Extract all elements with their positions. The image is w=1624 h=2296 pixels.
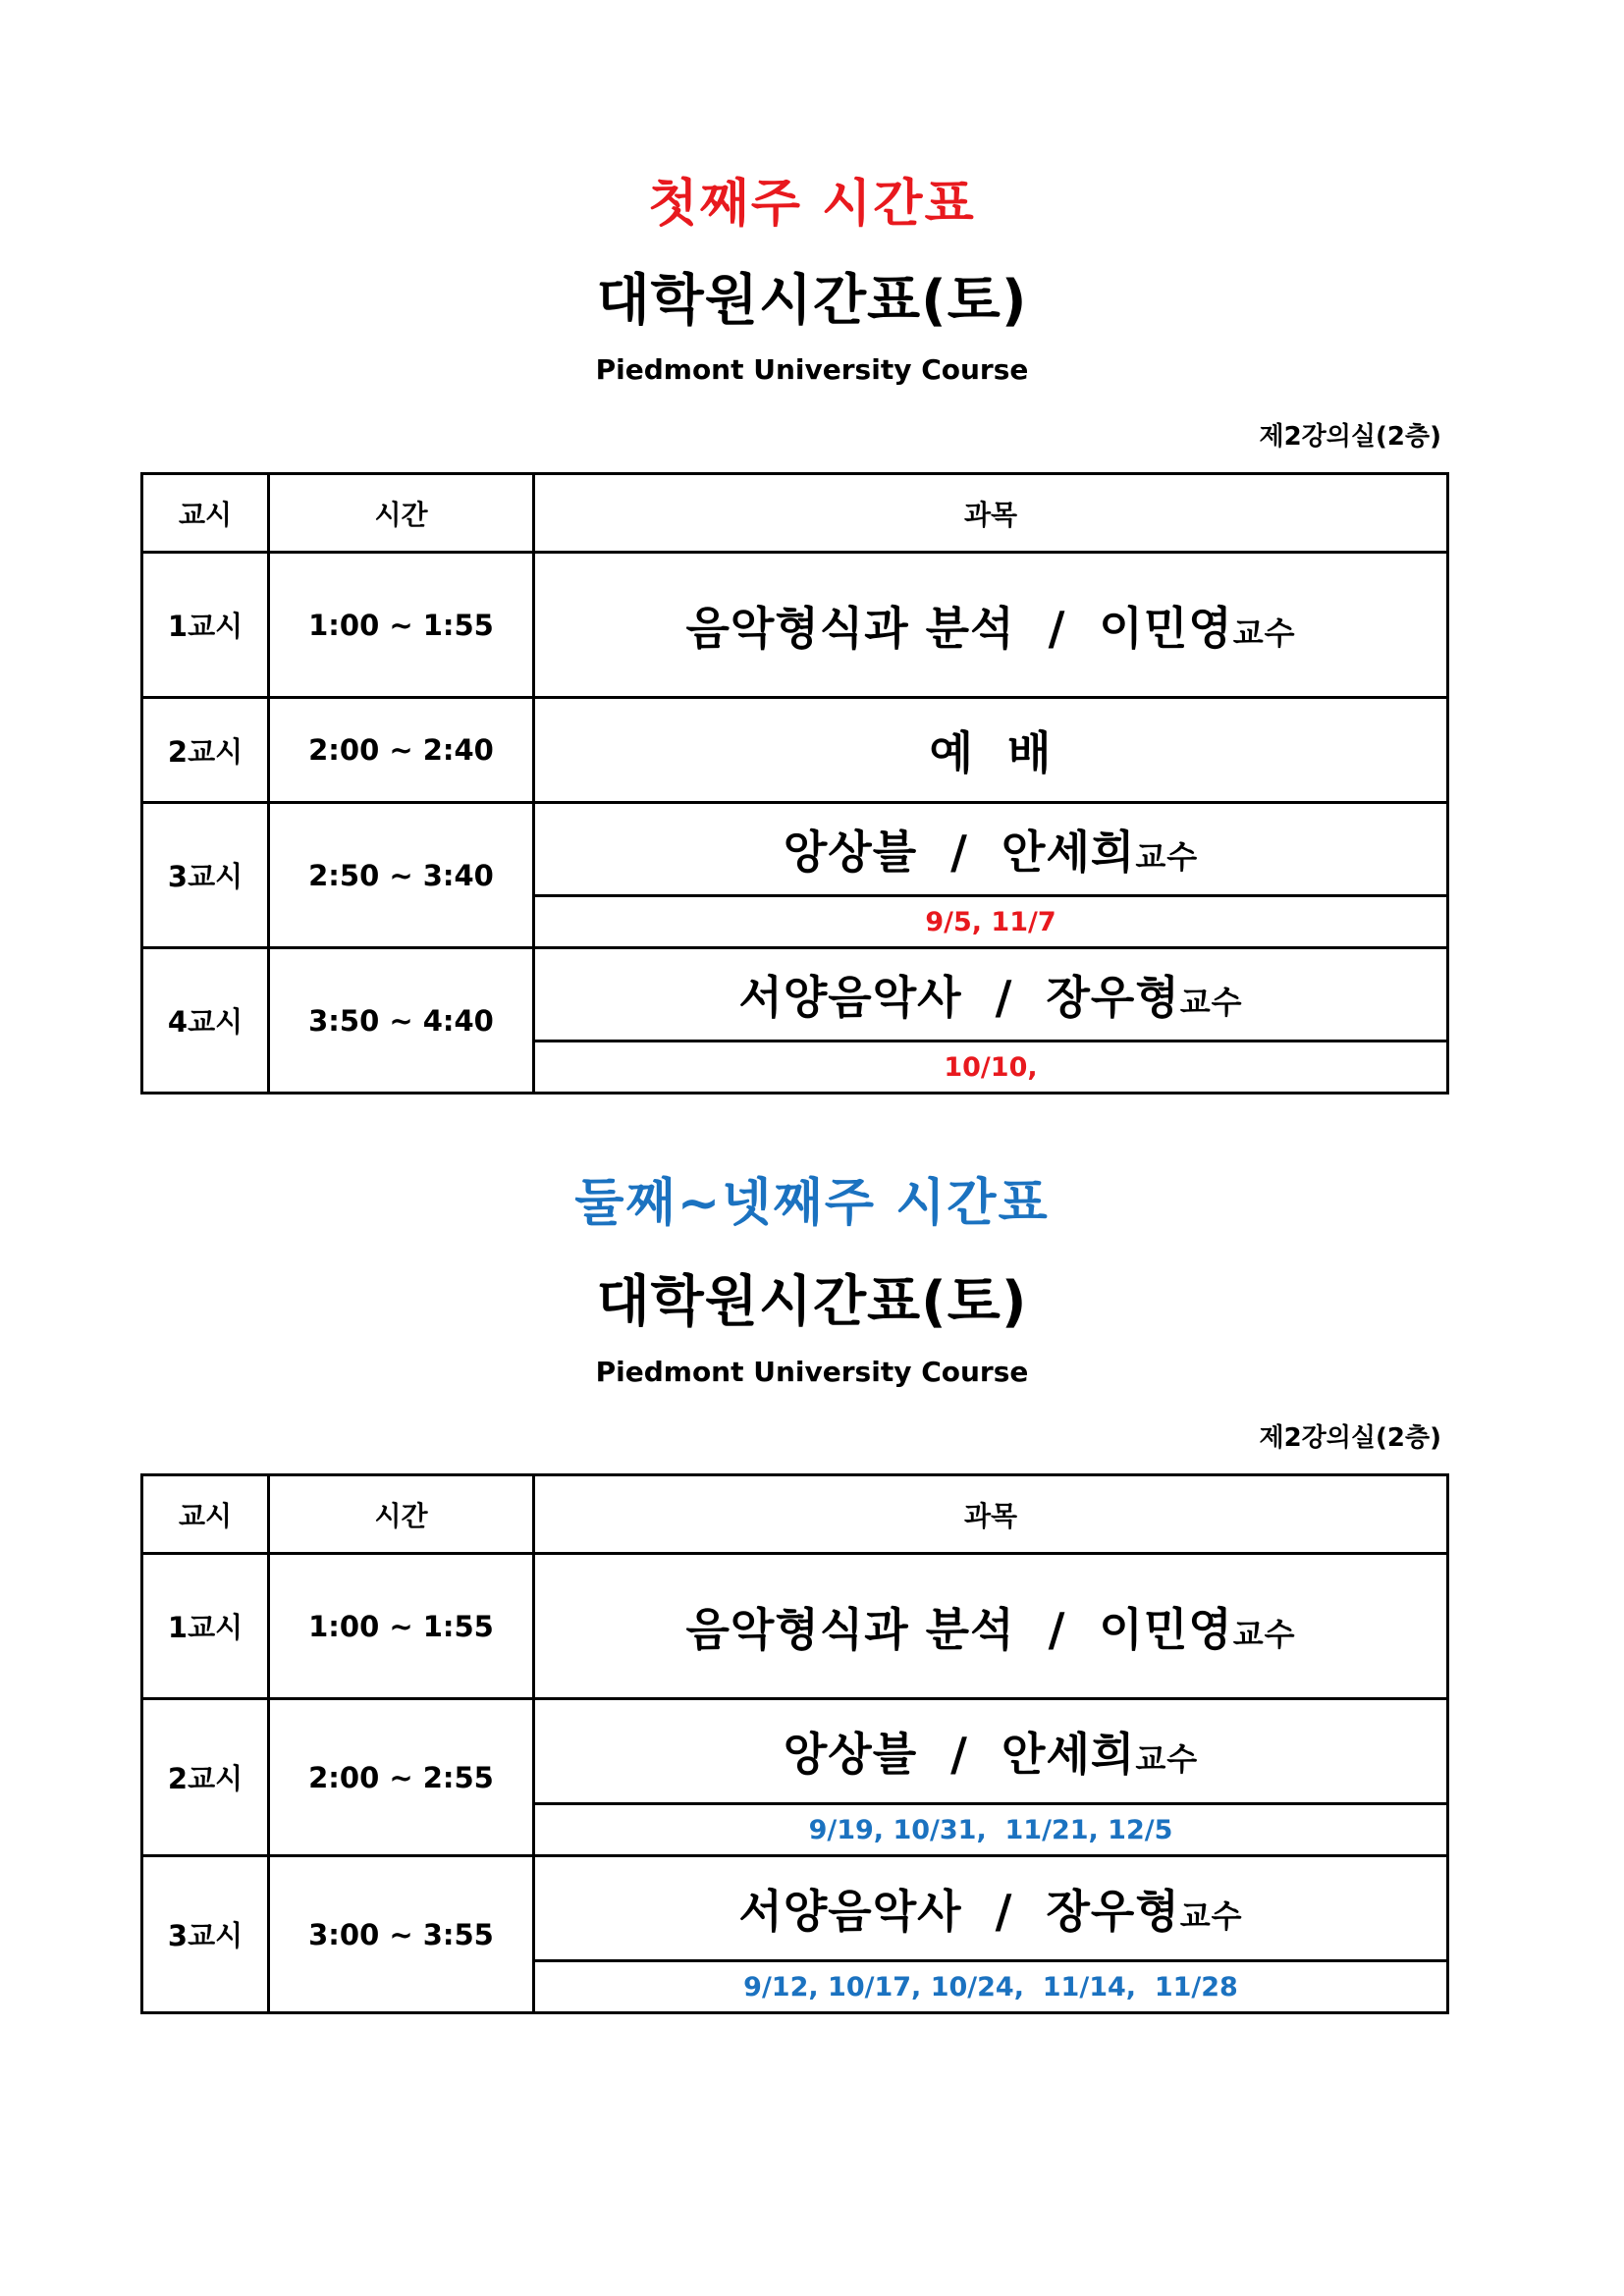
week2-4-main-title: 대학원시간표(토) (596, 1270, 1028, 1334)
week2-4-timetable (140, 1473, 1449, 2014)
week1-room: 제2강의실(2층) (1259, 422, 1441, 452)
header-row (142, 474, 1448, 553)
week1-subtitle: Piedmont University Course (595, 353, 1029, 386)
period-cell: 4교시 (142, 948, 269, 1094)
time-cell: 3:50 ~ 4:40 (269, 948, 534, 1094)
table-row (142, 803, 1448, 896)
time-cell: 1:00 ~ 1:55 (269, 553, 534, 698)
period-cell: 3교시 (142, 1856, 269, 2013)
subject-text: 음악형식과 분석 / 이민영 (685, 601, 1233, 655)
table-row (142, 1554, 1448, 1699)
time-cell: 2:50 ~ 3:40 (269, 803, 534, 948)
period-cell: 1교시 (142, 553, 269, 698)
subject-text: 예 배 (929, 726, 1053, 779)
subject-cell (534, 1856, 1448, 1961)
period-cell: 3교시 (142, 803, 269, 948)
period-cell: 1교시 (142, 1554, 269, 1699)
subject-text: 음악형식과 분석 / 이민영 (685, 1602, 1233, 1656)
week2-4-room: 제2강의실(2층) (1259, 1423, 1441, 1453)
subject-text: 앙상블 / 안세희 (783, 1728, 1136, 1781)
time-cell: 3:00 ~ 3:55 (269, 1856, 534, 2013)
table-row (142, 1699, 1448, 1804)
table-row (142, 553, 1448, 698)
week1-timetable (140, 472, 1449, 1095)
subject-cell (534, 948, 1448, 1041)
professor-suffix: 교수 (1179, 984, 1243, 1021)
time-cell: 2:00 ~ 2:55 (269, 1699, 534, 1856)
week2-4-subtitle: Piedmont University Course (595, 1356, 1029, 1388)
subject-cell (534, 553, 1448, 698)
professor-suffix: 교수 (1135, 1740, 1199, 1778)
header-time: 시간 (269, 474, 534, 553)
table-row (142, 1856, 1448, 1961)
professor-suffix: 교수 (1232, 614, 1296, 652)
professor-suffix: 교수 (1135, 838, 1199, 876)
header-subject: 과목 (534, 474, 1448, 553)
subject-cell (534, 698, 1448, 803)
table-row (142, 948, 1448, 1041)
week1-main-title: 대학원시간표(토) (596, 269, 1028, 333)
header-period: 교시 (142, 474, 269, 553)
week1-title: 첫째주 시간표 (648, 175, 976, 234)
subject-cell (534, 803, 1448, 896)
header-subject: 과목 (534, 1475, 1448, 1554)
week2-4-title: 둘째~넷째주 시간표 (574, 1174, 1050, 1233)
professor-suffix: 교수 (1179, 1897, 1243, 1935)
subject-text: 앙상블 / 안세희 (783, 826, 1136, 879)
subject-text: 서양음악사 / 장우형 (738, 1885, 1180, 1938)
dates-cell: 9/5, 11/7 (534, 896, 1448, 948)
subject-cell (534, 1554, 1448, 1699)
dates-cell: 9/19, 10/31, 11/21, 12/5 (534, 1804, 1448, 1856)
header-time: 시간 (269, 1475, 534, 1554)
subject-text: 서양음악사 / 장우형 (738, 971, 1180, 1024)
dates-cell: 9/12, 10/17, 10/24, 11/14, 11/28 (534, 1961, 1448, 2013)
period-cell: 2교시 (142, 698, 269, 803)
subject-cell (534, 1699, 1448, 1804)
header-period: 교시 (142, 1475, 269, 1554)
time-cell: 2:00 ~ 2:40 (269, 698, 534, 803)
dates-cell: 10/10, (534, 1041, 1448, 1094)
time-cell: 1:00 ~ 1:55 (269, 1554, 534, 1699)
professor-suffix: 교수 (1232, 1615, 1296, 1653)
header-row (142, 1475, 1448, 1554)
table-row (142, 698, 1448, 803)
period-cell: 2교시 (142, 1699, 269, 1856)
